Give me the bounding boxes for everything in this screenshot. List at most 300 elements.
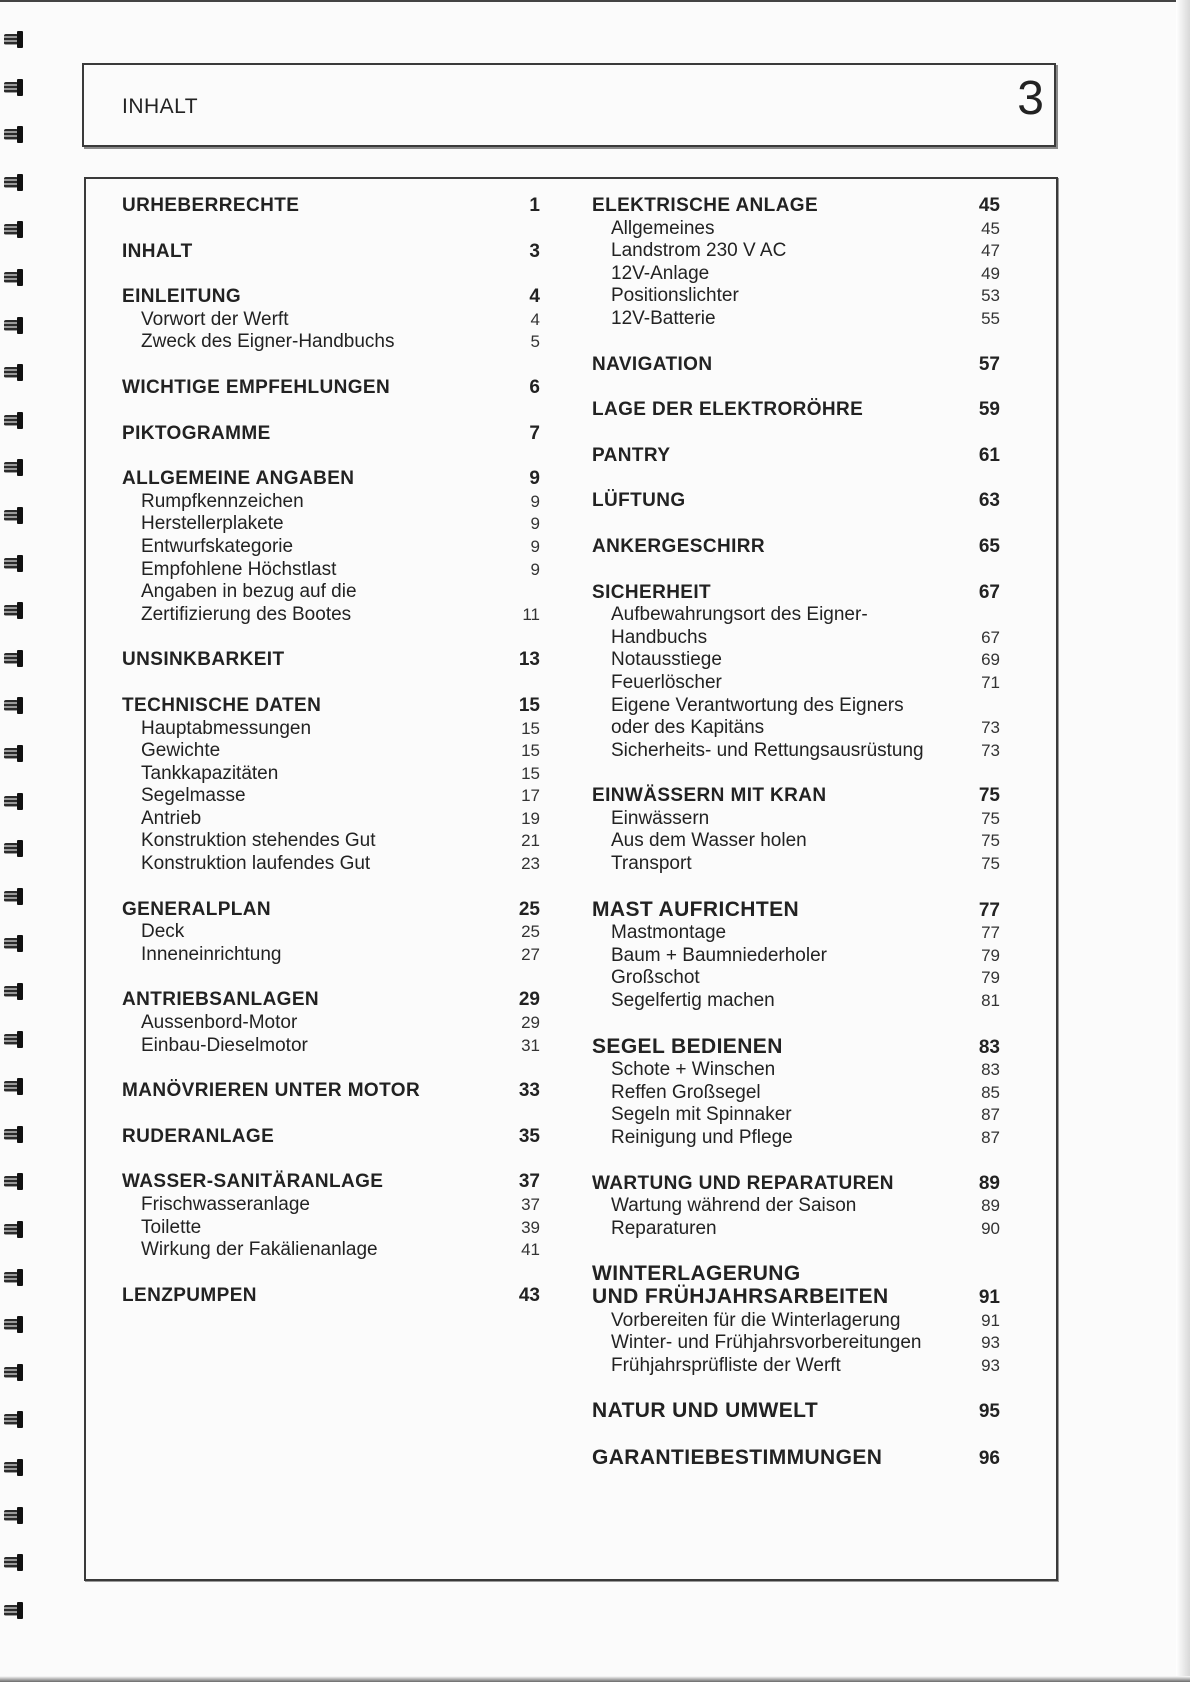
toc-subsection[interactable] [122, 604, 540, 627]
section-title: PIKTOGRAMME [122, 422, 271, 444]
toc-subsection[interactable] [122, 1035, 540, 1058]
toc-section [122, 468, 540, 626]
subsection-page: 87 [981, 1128, 1000, 1147]
toc-subsection[interactable] [592, 695, 1000, 718]
binding-ring [4, 30, 24, 50]
toc-section [592, 536, 1000, 559]
section-page: 29 [518, 989, 540, 1011]
toc-section [592, 785, 1000, 875]
binding-ring [4, 1030, 24, 1050]
subsection-title: Herstellerplakete [141, 513, 284, 535]
binding-ring [4, 696, 24, 716]
section-spacer [122, 672, 540, 695]
toc-subsection[interactable] [122, 309, 540, 332]
toc-section-heading[interactable] [592, 785, 1000, 808]
subsection-page: 75 [981, 808, 1000, 828]
subsection-title: Landstrom 230 V AC [611, 240, 787, 262]
subsection-title: Reffen Großsegel [611, 1081, 761, 1103]
section-spacer [122, 445, 540, 468]
subsection-page: 71 [981, 672, 1000, 692]
toc-subsection[interactable] [592, 263, 1000, 286]
subsection-page: 75 [981, 854, 1000, 874]
toc-subsection[interactable] [592, 308, 1000, 331]
section-page: 77 [978, 899, 1000, 921]
subsection-title: Antrieb [141, 807, 202, 829]
binding-ring [4, 887, 24, 907]
binding-ring [4, 316, 24, 336]
toc-subsection[interactable] [122, 1239, 540, 1262]
toc-section [592, 1400, 1000, 1424]
section-title: ALLGEMEINE ANGABEN [122, 468, 355, 490]
section-spacer [592, 1240, 1000, 1263]
section-title: WICHTIGE EMPFEHLUNGEN [122, 376, 391, 398]
subsection-title: Frischwasseranlage [141, 1194, 310, 1215]
toc-section-heading[interactable] [122, 1285, 540, 1308]
subsection-page: 31 [521, 1035, 540, 1055]
toc-section [592, 1263, 1000, 1377]
section-page: 6 [529, 376, 540, 398]
subsection-page: 41 [521, 1240, 540, 1260]
section-spacer [592, 331, 1000, 354]
toc-section-heading[interactable] [122, 695, 540, 718]
toc-subsection[interactable] [592, 1127, 1000, 1150]
toc-section [592, 1447, 1000, 1471]
section-page: 3 [529, 240, 540, 262]
section-page: 65 [978, 535, 1000, 557]
subsection-page: 75 [981, 831, 1000, 851]
toc-subsection[interactable] [122, 853, 540, 876]
binding-ring [4, 458, 24, 478]
section-title: ANKERGESCHIRR [592, 535, 766, 557]
toc-subsection[interactable] [592, 967, 1000, 990]
subsection-page: 29 [521, 1013, 540, 1033]
section-spacer [122, 966, 540, 989]
toc-subsection[interactable] [122, 1217, 540, 1240]
toc-subsection[interactable] [592, 604, 1000, 627]
chapter-header [82, 63, 1056, 147]
section-spacer [122, 354, 540, 377]
toc-subsection[interactable] [122, 808, 540, 831]
toc-section-heading[interactable] [592, 1036, 1000, 1060]
section-title: GENERALPLAN [122, 898, 272, 920]
toc-subsection[interactable] [122, 1012, 540, 1035]
subsection-title: Toilette [141, 1216, 202, 1238]
subsection-title: Eigene Verantwortung des Eigners [611, 694, 904, 716]
toc-subsection[interactable] [592, 649, 1000, 672]
subsection-page: 15 [521, 718, 540, 738]
section-spacer [592, 1377, 1000, 1400]
toc-section-heading[interactable] [592, 899, 1000, 923]
toc-subsection[interactable] [122, 491, 540, 514]
section-title: LAGE DER ELEKTRORÖHRE [592, 399, 864, 421]
section-title: MAST AUFRICHTEN [592, 897, 800, 921]
toc-section [122, 1171, 540, 1261]
subsection-page: 27 [521, 944, 540, 964]
binding-ring [4, 363, 24, 383]
binding-ring [4, 744, 24, 764]
section-spacer [122, 400, 540, 423]
subsection-page: 73 [981, 740, 1000, 760]
subsection-page: 15 [521, 741, 540, 761]
section-spacer [592, 762, 1000, 785]
subsection-page: 81 [981, 991, 1000, 1011]
section-spacer [592, 559, 1000, 582]
toc-subsection[interactable] [592, 808, 1000, 831]
page-title: INHALT [122, 95, 199, 118]
toc-subsection[interactable] [592, 1218, 1000, 1241]
subsection-title: oder des Kapitäns [611, 717, 765, 739]
toc-subsection[interactable] [592, 1104, 1000, 1127]
toc-subsection[interactable] [122, 763, 540, 786]
toc-section [122, 899, 540, 967]
toc-subsection[interactable] [122, 513, 540, 536]
binding-ring [4, 1410, 24, 1430]
subsection-title: Mastmontage [611, 922, 727, 944]
toc-section-heading[interactable] [592, 1400, 1000, 1424]
page-edge-shadow [1176, 0, 1190, 1682]
binding-ring [4, 1077, 24, 1097]
toc-section-heading[interactable] [122, 468, 540, 491]
toc-subsection[interactable] [122, 331, 540, 354]
section-page: 7 [529, 422, 540, 444]
section-spacer [592, 467, 1000, 490]
toc-section-heading[interactable] [122, 423, 540, 446]
section-spacer [592, 513, 1000, 536]
toc-subsection[interactable] [122, 718, 540, 741]
toc-subsection[interactable] [122, 830, 540, 853]
subsection-title: Transport [611, 853, 692, 875]
section-page: 33 [518, 1080, 540, 1102]
subsection-page: 93 [981, 1333, 1000, 1353]
subsection-page: 9 [530, 491, 540, 511]
binding-ring [4, 1172, 24, 1192]
toc-subsection[interactable] [592, 945, 1000, 968]
toc-subsection[interactable] [122, 740, 540, 763]
toc-subsection[interactable] [592, 717, 1000, 740]
toc-subsection[interactable] [122, 559, 540, 582]
binding-ring [4, 506, 24, 526]
subsection-page: 55 [981, 308, 1000, 328]
binding-ring [4, 173, 24, 193]
subsection-title: Schote + Winschen [611, 1059, 776, 1081]
section-spacer [122, 876, 540, 899]
toc-subsection[interactable] [592, 740, 1000, 763]
section-page: 15 [518, 694, 540, 716]
toc-subsection[interactable] [592, 853, 1000, 876]
section-spacer [122, 1103, 540, 1126]
subsection-title: Positionslichter [611, 285, 739, 307]
subsection-title: Feuerlöscher [611, 671, 722, 693]
toc-section [122, 377, 540, 400]
subsection-title: Frühjahrsprüfliste der Werft [611, 1354, 841, 1376]
toc-section [592, 354, 1000, 377]
toc-subsection[interactable] [592, 1332, 1000, 1355]
toc-subsection[interactable] [592, 627, 1000, 650]
section-title: LENZPUMPEN [122, 1284, 257, 1306]
subsection-title: 12V-Batterie [611, 307, 716, 329]
toc-section-heading[interactable] [592, 1286, 1000, 1310]
toc-subsection[interactable] [592, 830, 1000, 853]
toc-subsection[interactable] [592, 922, 1000, 945]
toc-subsection[interactable] [592, 285, 1000, 308]
section-title: TECHNISCHE DATEN [122, 694, 322, 716]
subsection-title: Einbau-Dieselmotor [141, 1034, 308, 1056]
section-page: 43 [518, 1284, 540, 1306]
toc-subsection[interactable] [122, 581, 540, 604]
toc-section [122, 1080, 540, 1103]
subsection-title: Baum + Baumniederholer [611, 944, 827, 966]
toc-subsection[interactable] [592, 1059, 1000, 1082]
subsection-title: Wartung während der Saison [611, 1195, 857, 1217]
toc-section [122, 1285, 540, 1308]
subsection-title: Vorbereiten für die Winterlagerung [611, 1309, 901, 1331]
section-title: WINTERLAGERUNG [592, 1262, 801, 1286]
section-page: 4 [529, 286, 540, 308]
section-spacer [122, 1057, 540, 1080]
section-title: UNSINKBARKEIT [122, 649, 285, 671]
section-spacer [592, 876, 1000, 899]
binding-ring [4, 1363, 24, 1383]
subsection-title: Segelfertig machen [611, 990, 775, 1012]
section-page: 13 [518, 649, 540, 671]
section-title: PANTRY [592, 444, 671, 466]
section-page: 25 [518, 898, 540, 920]
subsection-title: Konstruktion stehendes Gut [141, 830, 376, 852]
section-spacer [592, 1150, 1000, 1173]
subsection-page: 11 [522, 604, 540, 624]
toc-section-heading[interactable] [122, 286, 540, 309]
section-page: 61 [978, 444, 1000, 466]
binding-ring [4, 1315, 24, 1335]
toc-section-heading[interactable] [122, 899, 540, 922]
subsection-title: Tankkapazitäten [141, 762, 279, 784]
bottom-edge-shadow [0, 1676, 1190, 1682]
section-spacer [122, 1262, 540, 1285]
subsection-title: Einwässern [611, 807, 710, 829]
subsection-title: Segeln mit Spinnaker [611, 1104, 792, 1126]
subsection-title: Gewichte [141, 740, 221, 762]
subsection-title: Inneneinrichtung [141, 943, 282, 965]
subsection-page: 91 [981, 1310, 1000, 1330]
subsection-title: Reparaturen [611, 1217, 717, 1239]
toc-section [592, 899, 1000, 1013]
toc-section-heading[interactable] [122, 241, 540, 264]
toc-section-heading[interactable] [592, 445, 1000, 468]
toc-section [122, 989, 540, 1057]
toc-subsection[interactable] [122, 785, 540, 808]
subsection-title: Empfohlene Höchstlast [141, 558, 337, 580]
section-title: ELEKTRISCHE ANLAGE [592, 195, 819, 216]
toc-section-heading[interactable] [592, 1447, 1000, 1471]
section-title: GARANTIEBESTIMMUNGEN [592, 1445, 883, 1469]
subsection-page: 87 [981, 1105, 1000, 1125]
subsection-title: Großschot [611, 967, 700, 989]
toc-subsection[interactable] [592, 1310, 1000, 1333]
toc-section [122, 423, 540, 446]
subsection-page: 49 [981, 263, 1000, 283]
subsection-title: Handbuchs [611, 626, 708, 648]
subsection-page: 93 [981, 1355, 1000, 1375]
toc-section-heading[interactable] [592, 536, 1000, 559]
subsection-page: 83 [981, 1060, 1000, 1080]
toc-column-right [592, 195, 1000, 1471]
subsection-page: 37 [521, 1195, 540, 1214]
section-page: 67 [978, 581, 1000, 603]
toc-section [592, 399, 1000, 422]
subsection-page: 17 [521, 786, 540, 806]
subsection-page: 9 [530, 559, 540, 579]
binding-ring [4, 220, 24, 240]
section-page: 1 [529, 195, 540, 216]
binding-ring [4, 839, 24, 859]
toc-section-heading[interactable] [592, 195, 1000, 218]
section-title: SICHERHEIT [592, 581, 712, 603]
section-title: EINWÄSSERN MIT KRAN [592, 785, 827, 807]
section-spacer [122, 218, 540, 241]
subsection-title: Zertifizierung des Bootes [141, 603, 352, 625]
section-title: WARTUNG UND REPARATUREN [592, 1172, 894, 1194]
toc-section-heading[interactable] [592, 490, 1000, 513]
subsection-page: 90 [981, 1218, 1000, 1238]
section-page: 96 [978, 1447, 1000, 1469]
subsection-page: 53 [981, 286, 1000, 306]
toc-section-heading[interactable] [122, 1171, 540, 1194]
section-title: NAVIGATION [592, 353, 713, 375]
section-page: 37 [518, 1171, 540, 1193]
toc-section-heading[interactable] [592, 1263, 1000, 1286]
toc-subsection[interactable] [122, 921, 540, 944]
toc-subsection[interactable] [122, 536, 540, 559]
section-page: 75 [978, 785, 1000, 807]
subsection-page: 77 [981, 923, 1000, 943]
section-spacer [122, 263, 540, 286]
toc-section [592, 445, 1000, 468]
toc-section-heading[interactable] [592, 582, 1000, 605]
subsection-title: Wirkung der Fakälienanlage [141, 1239, 378, 1261]
table-of-contents [84, 177, 1058, 1581]
subsection-page: 85 [981, 1082, 1000, 1102]
section-page: 59 [978, 399, 1000, 421]
toc-subsection[interactable] [592, 1355, 1000, 1378]
subsection-title: Vorwort der Werft [141, 308, 289, 330]
subsection-title: Aufbewahrungsort des Eigner- [611, 604, 868, 626]
subsection-page: 89 [981, 1196, 1000, 1216]
section-title: EINLEITUNG [122, 286, 242, 308]
binding-ring [4, 601, 24, 621]
binding-ring [4, 1601, 24, 1621]
section-title: RUDERANLAGE [122, 1125, 275, 1147]
subsection-title: Winter- und Frühjahrsvorbereitungen [611, 1332, 922, 1354]
section-title: NATUR UND UMWELT [592, 1399, 819, 1423]
section-page: 45 [978, 195, 1000, 216]
section-page: 63 [978, 490, 1000, 512]
spiral-binding [0, 30, 30, 1650]
toc-section-heading[interactable] [122, 1080, 540, 1103]
section-page: 89 [978, 1172, 1000, 1194]
toc-subsection[interactable] [592, 240, 1000, 263]
toc-section [122, 195, 540, 218]
subsection-page: 5 [530, 332, 540, 352]
binding-ring [4, 1553, 24, 1573]
subsection-title: Sicherheits- und Rettungsausrüstung [611, 739, 924, 761]
toc-subsection[interactable] [592, 1082, 1000, 1105]
binding-ring [4, 268, 24, 288]
section-spacer [592, 1424, 1000, 1447]
toc-section [592, 1173, 1000, 1241]
toc-section-heading[interactable] [122, 1126, 540, 1149]
toc-section-heading[interactable] [122, 377, 540, 400]
binding-ring [4, 1458, 24, 1478]
toc-section [122, 1126, 540, 1149]
subsection-title: Aus dem Wasser holen [611, 830, 807, 852]
section-page: 9 [529, 468, 540, 490]
toc-subsection[interactable] [592, 1195, 1000, 1218]
binding-ring [4, 934, 24, 954]
section-title: ANTRIEBSANLAGEN [122, 989, 320, 1011]
toc-subsection[interactable] [592, 672, 1000, 695]
subsection-title: Zweck des Eigner-Handbuchs [141, 331, 395, 353]
section-page: 95 [978, 1401, 1000, 1423]
subsection-page: 45 [981, 218, 1000, 238]
toc-section-heading[interactable] [592, 354, 1000, 377]
subsection-title: Aussenbord-Motor [141, 1012, 298, 1034]
toc-section-heading[interactable] [122, 649, 540, 672]
toc-section-heading[interactable] [122, 989, 540, 1012]
toc-section-heading[interactable] [592, 399, 1000, 422]
section-spacer [592, 376, 1000, 399]
subsection-title: Deck [141, 921, 185, 943]
section-title: MANÖVRIEREN UNTER MOTOR [122, 1080, 421, 1102]
toc-subsection[interactable] [122, 944, 540, 967]
toc-subsection[interactable] [122, 1194, 540, 1217]
subsection-page: 69 [981, 650, 1000, 670]
section-title: URHEBERRECHTE [122, 195, 300, 216]
binding-ring [4, 1125, 24, 1145]
subsection-page: 4 [530, 309, 540, 329]
binding-ring [4, 1220, 24, 1240]
toc-subsection[interactable] [592, 990, 1000, 1013]
section-spacer [592, 1013, 1000, 1036]
subsection-page: 15 [521, 763, 540, 783]
subsection-page: 47 [981, 241, 1000, 261]
chapter-number: 3 [1017, 72, 1044, 125]
subsection-page: 9 [530, 536, 540, 556]
subsection-page: 23 [521, 854, 540, 874]
subsection-page: 21 [521, 831, 540, 851]
binding-ring [4, 792, 24, 812]
subsection-page: 79 [981, 968, 1000, 988]
section-title: UND FRÜHJAHRSARBEITEN [592, 1284, 889, 1308]
subsection-title: Entwurfskategorie [141, 535, 294, 557]
section-page: 83 [978, 1036, 1000, 1058]
toc-column-left [122, 195, 540, 1307]
section-title: LÜFTUNG [592, 490, 686, 512]
toc-section [592, 582, 1000, 763]
section-title: SEGEL BEDIENEN [592, 1034, 783, 1058]
subsection-title: Hauptabmessungen [141, 717, 312, 739]
toc-section-heading[interactable] [592, 1173, 1000, 1196]
subsection-page: 25 [521, 922, 540, 942]
binding-ring [4, 1506, 24, 1526]
toc-subsection[interactable] [592, 218, 1000, 241]
section-spacer [122, 626, 540, 649]
subsection-page: 67 [981, 627, 1000, 647]
toc-section [122, 286, 540, 354]
subsection-title: Notausstiege [611, 649, 722, 671]
toc-section-heading[interactable] [122, 195, 540, 218]
toc-section [592, 490, 1000, 513]
section-spacer [122, 1148, 540, 1171]
